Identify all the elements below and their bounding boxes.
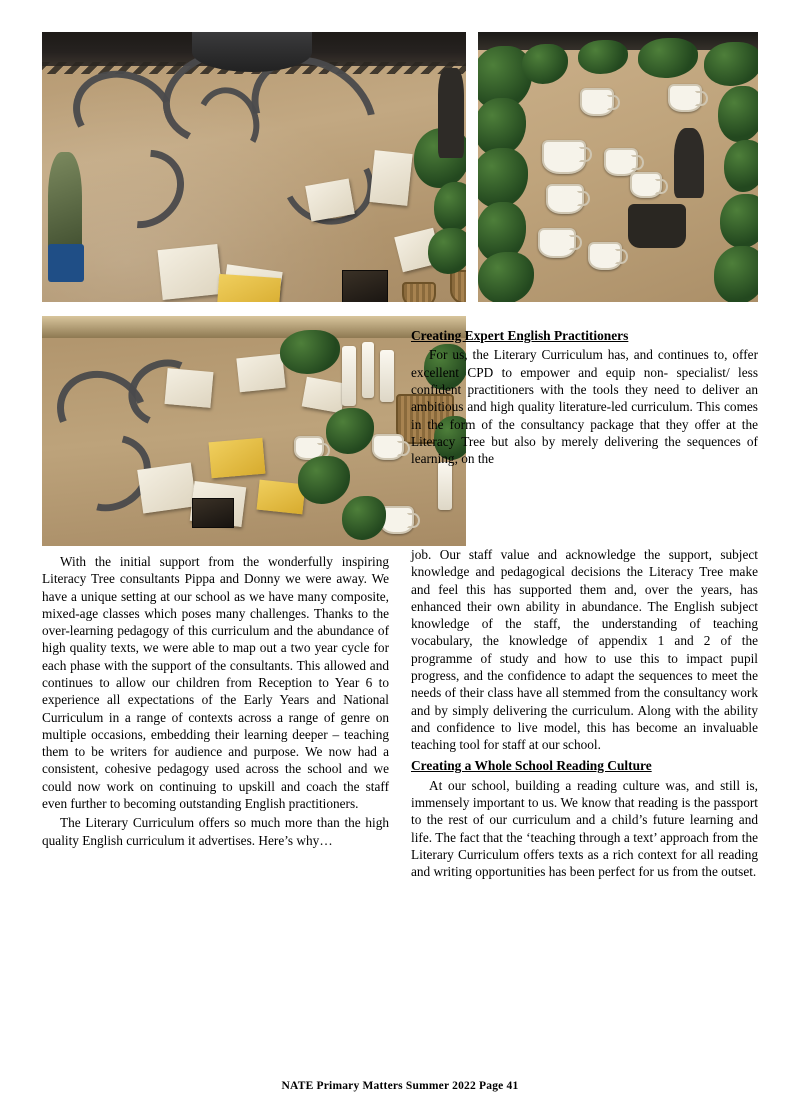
paper-teacup: [546, 184, 584, 214]
blue-box: [48, 244, 84, 282]
paragraph: With the initial support from the wonderfully inspiring Literacy Tree consultants Pippa and Donny we were away. We have a unique setting at our school as we have many composite, mixed-age classes which poses many challenges. Thanks to the over-learning pedagogy of this curriculum and the abundance of high quality texts, we were able to map out a two year cycle for each phase with the support of the consultants. This allowed and continues to allow our children from Reception to Year 6 to experience all expectations of the Early Years and National Curriculum in a range of contexts across a range of genre on multiple occasions, embedding their learning deeper – teaching them to be writers for audience and purpose. We now had a consistent, cohesive pedagogy used across the school and we could now work on continuing to upskill and coach the staff even further to becoming outstanding English practitioners.: [42, 554, 389, 811]
paper-teacup: [630, 172, 662, 198]
leaf-cluster: [720, 194, 758, 248]
paragraph: At our school, building a reading culture was, and still is, immensely important to us. We know that reading is the passport to the rest of our curriculum and a child’s future learning and life. The fact that the ‘teaching through a text’ approach from the Literary Curriculum offers texts as a rich context for all reading and writing opportunities has been perfect for us from the outset.: [411, 777, 758, 880]
photo-mid-left: [42, 316, 466, 546]
heading-creating-expert-english-practitioners: Creating Expert English Practitioners: [411, 328, 629, 343]
photo-top-left: [42, 32, 466, 302]
paragraph: The Literary Curriculum offers so much more than the high quality English curriculum it advertises. Here’s why…: [42, 815, 389, 848]
paper-teacup: [542, 140, 586, 174]
yellow-paper: [217, 274, 281, 302]
yellow-paper: [209, 438, 266, 479]
photo-mid-left-content: [42, 316, 466, 546]
leaf-cluster: [714, 246, 758, 302]
paper-scroll: [236, 354, 285, 393]
paper-scroll: [369, 150, 412, 206]
page-footer: NATE Primary Matters Summer 2022 Page 41: [281, 1080, 519, 1092]
paper-scroll: [137, 462, 197, 513]
paper-teacup: [580, 88, 614, 116]
paper-scroll: [305, 178, 355, 221]
paper-scroll: [158, 244, 223, 300]
book-prop: [192, 498, 234, 528]
paper-teacup: [668, 84, 702, 112]
basket-prop: [450, 270, 466, 302]
photo-top-right-content: [478, 32, 758, 302]
teapot-silhouette: [628, 204, 686, 248]
paper-teacup: [588, 242, 622, 270]
photo-top-left-content: [42, 32, 466, 302]
leaf-cluster: [704, 42, 758, 86]
leaf-cluster: [428, 228, 466, 274]
leaf-cluster: [724, 140, 758, 192]
paper-teacup: [372, 434, 404, 460]
paper-roll: [362, 342, 374, 398]
octopus-head: [192, 32, 312, 72]
paper-roll: [342, 346, 356, 406]
paper-teacup: [538, 228, 576, 258]
tree-branch: [438, 68, 464, 158]
left-column: [42, 553, 389, 849]
paper-roll: [438, 462, 452, 510]
photo-top-right: [478, 32, 758, 302]
basket-prop: [402, 282, 436, 302]
ceiling-frame: [42, 316, 466, 338]
leaf-cluster: [434, 182, 466, 232]
paragraph: job. Our staff value and acknowledge the support, subject knowledge and pedagogical decisions the Literacy Tree make and feel this has supported them and, over the years, has enhanced their own ability in abundance. The English subject knowledge of the staff, the understanding of teaching vocabulary, the knowledge of appendix 1 and 2 of the programme of study and how to use this to impact pupil progress, and the confidence to adapt the sequences to meet the needs of their class have all stemmed from the consultancy work and by simply delivering the curriculum. Along with the ability and confidence to live model, this has become an invaluable teaching tool for staff at our school.: [411, 547, 758, 753]
leaf-cluster: [478, 252, 534, 302]
tree-branch: [674, 128, 704, 198]
paper-scroll: [165, 368, 214, 408]
leaf-cluster: [718, 86, 758, 142]
paper-roll: [380, 350, 394, 402]
book-prop: [342, 270, 388, 302]
paragraph: For us, the Literary Curriculum has, and continues to, offer excellent CPD to empower and equip non- specialist/ less confident practitioners with the tools they need to deliver an ambitious and high quality literature-led curriculum. This comes in the form of the consultancy package that they offer at the Literacy Tree but also by merely delivering the sequences of learning, on the: [411, 347, 758, 467]
right-column-top: [411, 327, 758, 467]
right-column-continued: [411, 546, 758, 880]
heading-creating-a-whole-school-reading-culture: Creating a Whole School Reading Culture: [411, 758, 652, 774]
